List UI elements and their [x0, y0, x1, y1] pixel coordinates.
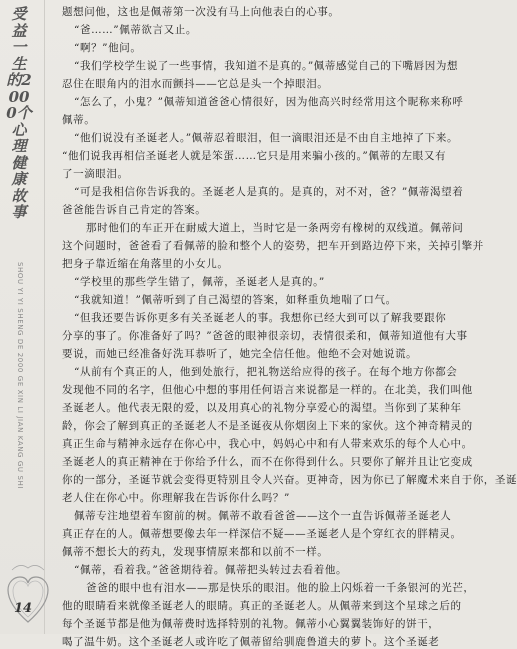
text-line: “他们说没有圣诞老人。”佩蒂忍着眼泪，但一滴眼泪还是不由自主地掉了下来。	[74, 132, 459, 144]
text-line: 爸爸能告诉自己肯定的答案。	[62, 204, 207, 216]
text-line: 佩蒂专注地望着车窗前的树。佩蒂不敢看爸爸——这个一直告诉佩蒂圣诞老人	[74, 510, 452, 522]
text-line: 龄，你会了解到真正的圣诞老人不是圣诞夜从你烟囱上下来的家伙。这个神奇精灵的	[62, 420, 473, 432]
text-line: 每个圣诞节都是他为佩蒂费时选择特别的礼物。佩蒂小心翼翼装饰好的饼干，	[62, 618, 440, 630]
text-line: 老人住在你心中。你理解我在告诉你什么吗？”	[62, 492, 290, 504]
text-line: 真正生命与精神永远存在你心中，我心中，妈妈心中和有人带来欢乐的每个人心中。	[62, 438, 473, 450]
text-line: 了一滴眼泪。	[62, 168, 129, 180]
text-line: 要说，而她已经准备好洗耳恭听了，她完全信任他。他绝不会对她说谎。	[62, 348, 418, 360]
text-line: 真正存在的人。佩蒂想要像去年一样深信不疑——圣诞老人是个穿红衣的胖精灵。	[62, 528, 462, 540]
text-line: 你的一部分，圣诞节就会变得更特别且令人兴奋。更神奇，因为你已了解魔术来自于你，圣诞	[62, 474, 517, 486]
text-line: 爸爸的眼中也有泪水——那是快乐的眼泪。他的脸上闪烁着一千条银河的光芒，	[86, 582, 475, 594]
text-line: 那时他们的车正开在耐威大道上，当时它是一条两旁有橡树的双线道。佩蒂问	[86, 222, 464, 234]
text-line: “我们学校学生说了一些事情，我知道不是真的。”佩蒂感觉自己的下嘴唇因为想	[74, 60, 459, 72]
body-text	[62, 0, 517, 648]
text-line: “从前有个真正的人，他到处旅行，把礼物送给应得的孩子。在每个地方你都会	[74, 366, 458, 378]
text-line: 他的眼睛看来就像圣诞老人的眼睛。真正的圣诞老人。从佩蒂来到这个星球之后的	[62, 600, 462, 612]
text-line: 喝了温牛奶。这个圣诞老人或许吃了佩蒂留给驯鹿鲁道夫的萝卜。这个圣诞老	[62, 636, 440, 648]
text-line: “我就知道！”佩蒂听到了自己渴望的答案，如释重负地喘了口气。	[74, 294, 397, 306]
text-line: “他们说我再相信圣诞老人就是笨蛋……它只是用来骗小孩的。”佩蒂的左眼又有	[62, 150, 447, 162]
text-line: 佩蒂不想长大的药丸，发现事情原来都和以前不一样。	[62, 546, 329, 558]
margin-divider	[44, 0, 45, 634]
heart-ornament-icon	[6, 560, 50, 630]
series-title: 受益一生的2000个心理健康故事	[6, 5, 32, 221]
text-line: “学校里的那些学生错了，佩蒂，圣诞老人是真的。”	[74, 276, 325, 288]
text-line: “爸……”佩蒂欲言又止。	[74, 24, 197, 36]
text-line: 把身子靠近缩在角落里的小女儿。	[62, 258, 229, 270]
text-line: 题想问他，这也是佩蒂第一次没有马上向他表白的心事。	[62, 6, 340, 18]
text-line: 佩蒂。	[62, 114, 96, 126]
text-line: 忍住在眼角内的泪水而颤抖——它总是头一个掉眼泪。	[62, 78, 329, 90]
text-line: 发现他不同的名字，但他心中想的事用任何语言来说都是一样的。在北美，我们叫他	[62, 384, 473, 396]
text-line: “怎么了，小鬼？”佩蒂知道爸爸心情很好，因为他高兴时经常用这个昵称来称呼	[74, 96, 464, 108]
page-number: 14	[13, 601, 33, 616]
text-line: “可是我相信你告诉我的。圣诞老人是真的。是真的，对不对，爸？”佩蒂渴望着	[74, 186, 464, 198]
text-line: “啊？”他问。	[74, 42, 142, 54]
text-line: 分享的事了。你准备好了吗？”爸爸的眼神很亲切，表情很柔和，佩蒂知道他有大事	[62, 330, 468, 342]
text-line: 圣诞老人的真正精神在于你给予什么，而不在你得到什么。只要你了解并且让它变成	[62, 456, 473, 468]
text-line: 这个问题时，爸爸看了看佩蒂的脸和整个人的姿势，把车开到路边停下来，关掉引擎并	[62, 240, 484, 252]
text-line: 圣诞老人。他代表无限的爱，以及用真心的礼物分享爱心的渴望。当你到了某种年	[62, 402, 462, 414]
text-line: “但我还要告诉你更多有关圣诞老人的事。我想你已经大到可以了解我要跟你	[74, 312, 447, 324]
text-line: “佩蒂，看着我。”爸爸期待着。佩蒂把头转过去看着他。	[74, 564, 348, 576]
pinyin-title: SHOU YI YI SHENG DE 2000 GE XIN LI JIAN KANG GU SHI	[16, 262, 24, 490]
